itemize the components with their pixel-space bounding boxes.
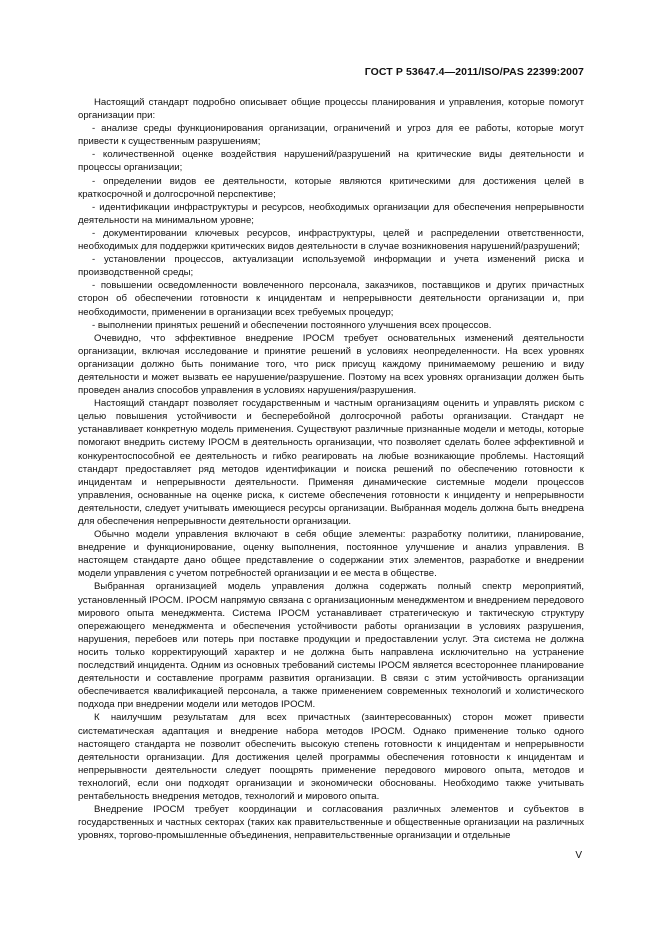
paragraph: К наилучшим результатам для всех причастных (заинтересованных) сторон может привести систематическая адаптация и внедрение набора методов IPOCM. Однако применение только одного настоящего стандарта не позволит обеспечить высокую степень готовности к инцидентам и непрерывности деятельности организации. Для достижения целей программы обеспечения готовности к инцидентам и непрерывности деятельности следует поощрять применение передового мирового опыта, методов и технологий, если они подходят организации и экономически обоснованы. Необходимо также учитывать рентабельность внедрения методов, технологий и мирового опыта. [78,712,584,802]
list-item: - анализе среды функционирования организации, ограничений и угроз для ее работы, которые могут привести к существенным разрушениям; [78,123,584,148]
paragraph: Настоящий стандарт подробно описывает общие процессы планирования и управления, которые помогут организации при: [78,97,584,122]
paragraph: Очевидно, что эффективное внедрение IPOCM требует основательных изменений деятельности организации, включая исследование и принятие решений в условиях неопределенности. На всех уровнях организации должно быть понимание того, что риск присущ каждому принимаемому решению и виду деятельности и может вызвать ее нарушение/разрушение. Поэтому на всех уровнях организации должен быть проведен анализ способов управления в условиях нарушения/разрушения. [78,332,584,397]
standard-header: ГОСТ Р 53647.4—2011/ISO/PAS 22399:2007 [364,66,584,78]
list-item: - количественной оценке воздействия нарушений/разрушений на критические виды деятельности и процессы организации; [78,149,584,174]
paragraph: Внедрение IPOCM требует координации и согласования различных элементов и субъектов в государственных и частных секторах (таких как правительственные и общественные организации на различных уровнях, торгово-промышленные объединения, неправительственные организации и отдельные [78,804,584,842]
body-text [78,96,584,842]
list-item: - выполнении принятых решений и обеспечении постоянного улучшения всех процессов. [92,319,492,331]
page-number: V [575,850,582,861]
list-item: - установлении процессов, актуализации используемой информации и учета изменений риска и производственной среды; [78,254,584,279]
list-item: - документировании ключевых ресурсов, инфраструктуры, целей и распределении ответственности, необходимых для поддержки критических видов деятельности в случае возникновения нарушений/разрушений; [78,227,584,253]
list-item: - определении видов ее деятельности, которые являются критическими для достижения целей в краткосрочной и долгосрочной перспективе; [78,175,584,200]
paragraph: Выбранная организацией модель управления должна содержать полный спектр мероприятий, установленный IPOCM. IPOCM напрямую связана с организационным менеджментом и внедрением передового мирового опыта менеджмента. Система IPOCM устанавливает стратегическую и тактическую структуру опережающего менеджмента и обеспечения устойчивости работы организации в условиях разрушения, нарушения, перебоев или потерь при поставке продукции и предоставлении услуг. Эта система не должна носить только корректирующий характер и не должна быть направлена исключительно на устранение последствий инцидента. Одним из основных требований системы IPOCM является всестороннее планирование деятельности и составление программ развития организации. В связи с этим устойчивость организации обеспечивается квалификацией персонала, а также применением современных технологий и холистического подхода при внедрении модели или методов IPOCM. [78,581,584,711]
paragraph: Настоящий стандарт позволяет государственным и частным организациям оценить и управлять риском с целью повышения устойчивости и бесперебойной долгосрочной работы организации. Стандарт не устанавливает конкретную модель применения. Существуют различные признанные модели и методы, которые помогают внедрить систему IPOCM в деятельность организации, что позволяет сделать более эффективной и конкурентоспособной ее деятельность и гибко реагировать на любые возникающие проблемы. Настоящий стандарт предоставляет ряд методов идентификации и поиска решений по обеспечению готовности к инцидентам и непрерывности деятельности. Применяя динамические системные модели процессов управления, основанные на оценке риска, к системе обеспечения готовности к инциденту и непрерывности деятельности, следует учитывать имеющиеся ресурсы организации. Выбранная модель должна быть внедрена для обеспечения непрерывности деятельности организации. [78,398,584,527]
list-item: - повышении осведомленности вовлеченного персонала, заказчиков, поставщиков и других причастных сторон об обеспечении готовности к инцидентам и непрерывности деятельности организации и, при необходимости, применении в организации всех требуемых процедур; [78,280,584,318]
paragraph: Обычно модели управления включают в себя общие элементы: разработку политики, планирование, внедрение и функционирование, оценку выполнения, постоянное улучшение и анализ управления. В настоящем стандарте дано общее представление о содержании этих элементов, разработке и внедрении модели управления с учетом потребностей организации и ее места в обществе. [78,529,584,580]
list-item: - идентификации инфраструктуры и ресурсов, необходимых организации для обеспечения непрерывности деятельности на минимальном уровне; [78,201,584,226]
